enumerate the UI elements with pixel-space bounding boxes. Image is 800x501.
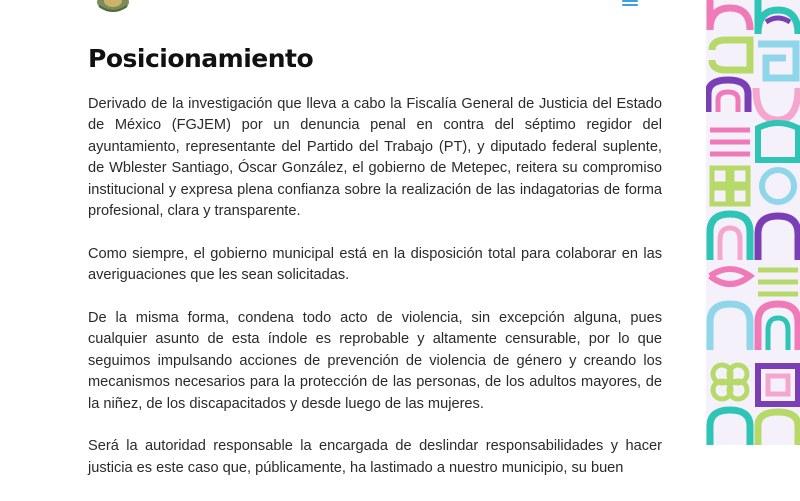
hamburger-menu-icon[interactable] (622, 0, 638, 8)
page-title: Posicionamiento (88, 44, 314, 73)
coat-of-arms-logo[interactable] (93, 0, 133, 14)
paragraph: Derivado de la investigación que lleva a cabo la Fiscalía General de Justicia del Estado de México (FGJEM) por un denuncia penal en contra del séptimo regidor del ayuntamiento, representante del Partido del Trabajo (PT), y diputado federal suplente, de Wblester Santiago, Óscar González, el gobierno de Metepec, reitera su compromiso institucional y expresa plena confianza sobre la realización de las indagatorias de forma profesional, clara y transparente. (88, 96, 662, 220)
paragraph: Será la autoridad responsable la encargada de deslindar responsabilidades y hacer justicia es este caso que, públicamente, ha lastimado a nuestro municipio, su buen (88, 438, 662, 476)
paragraph: De la misma forma, condena todo acto de violencia, sin excepción alguna, pues cualquier asunto de esta índole es reprobable y altamente censurable, por lo que seguimos impulsando acciones de prevención de violencia de género y creando los mecanismos necesarios para la protección de las personas, de los adultos mayores, de la niñez, de los discapacitados y desde luego de las mujeres. (88, 310, 662, 412)
decorative-pattern-banner (706, 0, 800, 445)
article-body (88, 94, 662, 501)
paragraph: Como siempre, el gobierno municipal está en la disposición total para colaborar en las averiguaciones que les sean solicitadas. (88, 245, 662, 284)
geometric-pattern-graphic (706, 0, 800, 445)
